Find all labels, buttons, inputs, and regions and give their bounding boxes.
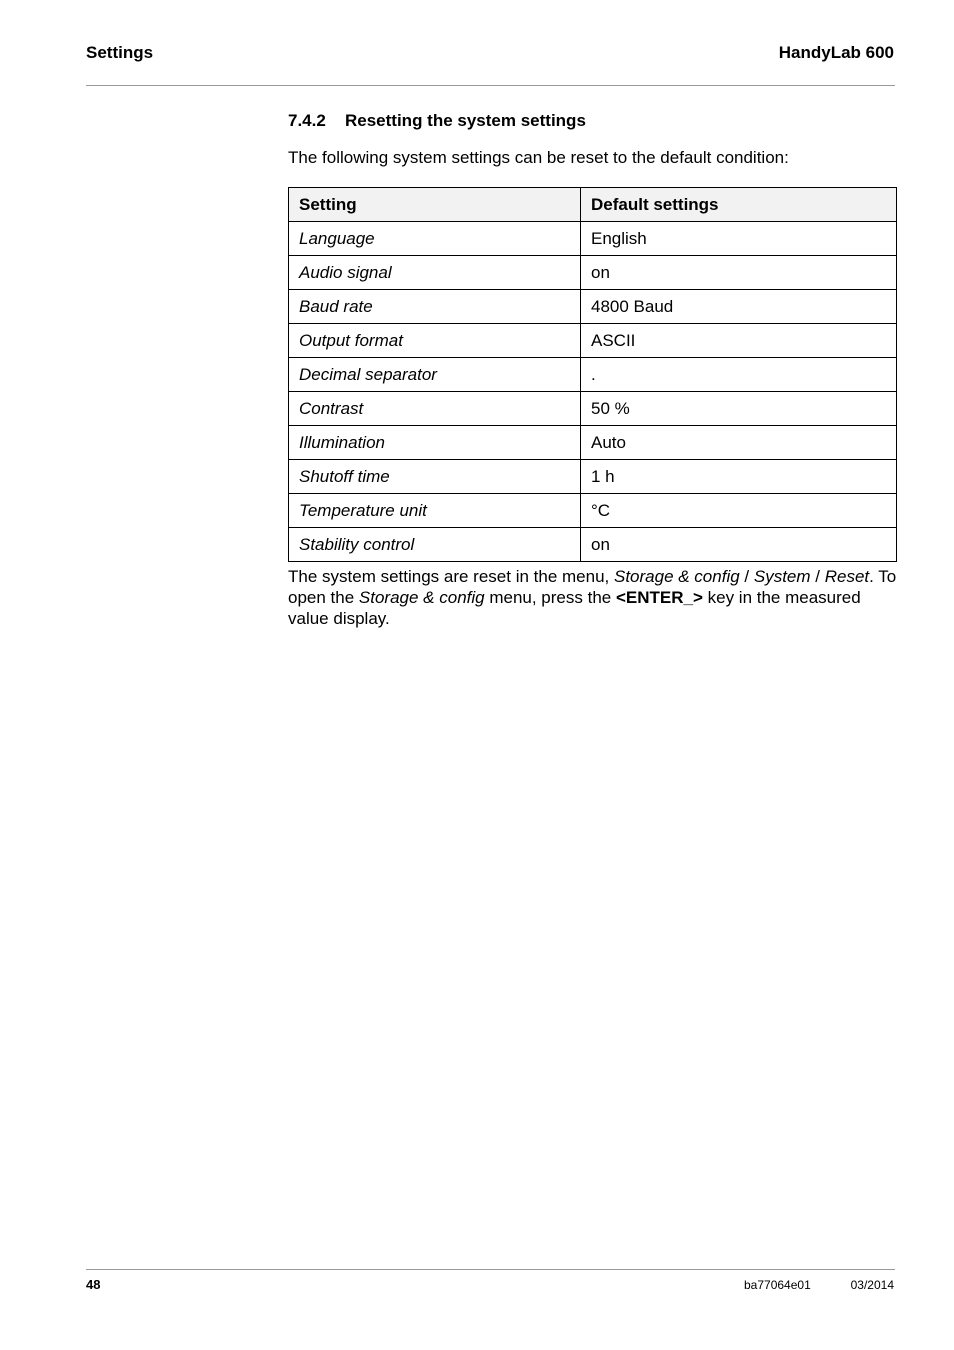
table-header-row <box>289 188 897 222</box>
table-row <box>289 460 897 494</box>
default-value: on <box>581 528 897 562</box>
menu-path-separator: / <box>810 567 825 586</box>
table-row <box>289 392 897 426</box>
menu-path-separator: / <box>739 567 754 586</box>
default-value: °C <box>581 494 897 528</box>
default-value: ASCII <box>581 324 897 358</box>
table-row <box>289 222 897 256</box>
setting-name: Baud rate <box>289 290 581 324</box>
setting-name: Language <box>289 222 581 256</box>
document-id: ba77064e01 <box>744 1278 811 1292</box>
column-header-setting: Setting <box>289 188 581 222</box>
default-settings-table <box>288 187 897 562</box>
default-value: 4800 Baud <box>581 290 897 324</box>
setting-name: Stability control <box>289 528 581 562</box>
setting-name: Output format <box>289 324 581 358</box>
section-number: 7.4.2 <box>288 111 326 130</box>
table-row <box>289 324 897 358</box>
footer-divider <box>86 1269 895 1270</box>
default-value: 50 % <box>581 392 897 426</box>
document-date: 03/2014 <box>850 1278 894 1292</box>
table-row <box>289 528 897 562</box>
table-row <box>289 256 897 290</box>
running-header-section: Settings <box>86 43 154 62</box>
setting-name: Temperature unit <box>289 494 581 528</box>
default-value: Auto <box>581 426 897 460</box>
setting-name: Contrast <box>289 392 581 426</box>
setting-name: Illumination <box>289 426 581 460</box>
page-number: 48 <box>86 1277 101 1292</box>
menu-path-storage-config: Storage & config <box>613 567 740 586</box>
column-header-default: Default settings <box>581 188 897 222</box>
closing-text: The system settings are reset in the menu, <box>288 567 614 586</box>
table-row <box>289 494 897 528</box>
setting-name: Decimal separator <box>289 358 581 392</box>
default-value: . <box>581 358 897 392</box>
menu-name-storage-config: Storage & config <box>358 588 485 607</box>
running-header-product: HandyLab 600 <box>778 43 894 62</box>
closing-text: menu, press the <box>484 588 616 607</box>
default-value: 1 h <box>581 460 897 494</box>
setting-name: Shutoff time <box>289 460 581 494</box>
enter-key-label: <ENTER_> <box>615 588 703 607</box>
closing-text: . To open the <box>288 567 897 607</box>
table-row <box>289 290 897 324</box>
menu-path-reset: Reset <box>824 567 870 586</box>
default-value: on <box>581 256 897 290</box>
intro-paragraph: The following system settings can be reset to the default condition: <box>288 148 789 167</box>
closing-text: key in the measured value display. <box>288 588 861 628</box>
default-value: English <box>581 222 897 256</box>
closing-paragraph <box>288 566 900 629</box>
section-heading <box>288 111 586 131</box>
table-row <box>289 426 897 460</box>
table-row <box>289 358 897 392</box>
menu-path-system: System <box>753 567 811 586</box>
section-title: Resetting the system settings <box>345 111 586 130</box>
setting-name: Audio signal <box>289 256 581 290</box>
header-divider <box>86 85 895 86</box>
